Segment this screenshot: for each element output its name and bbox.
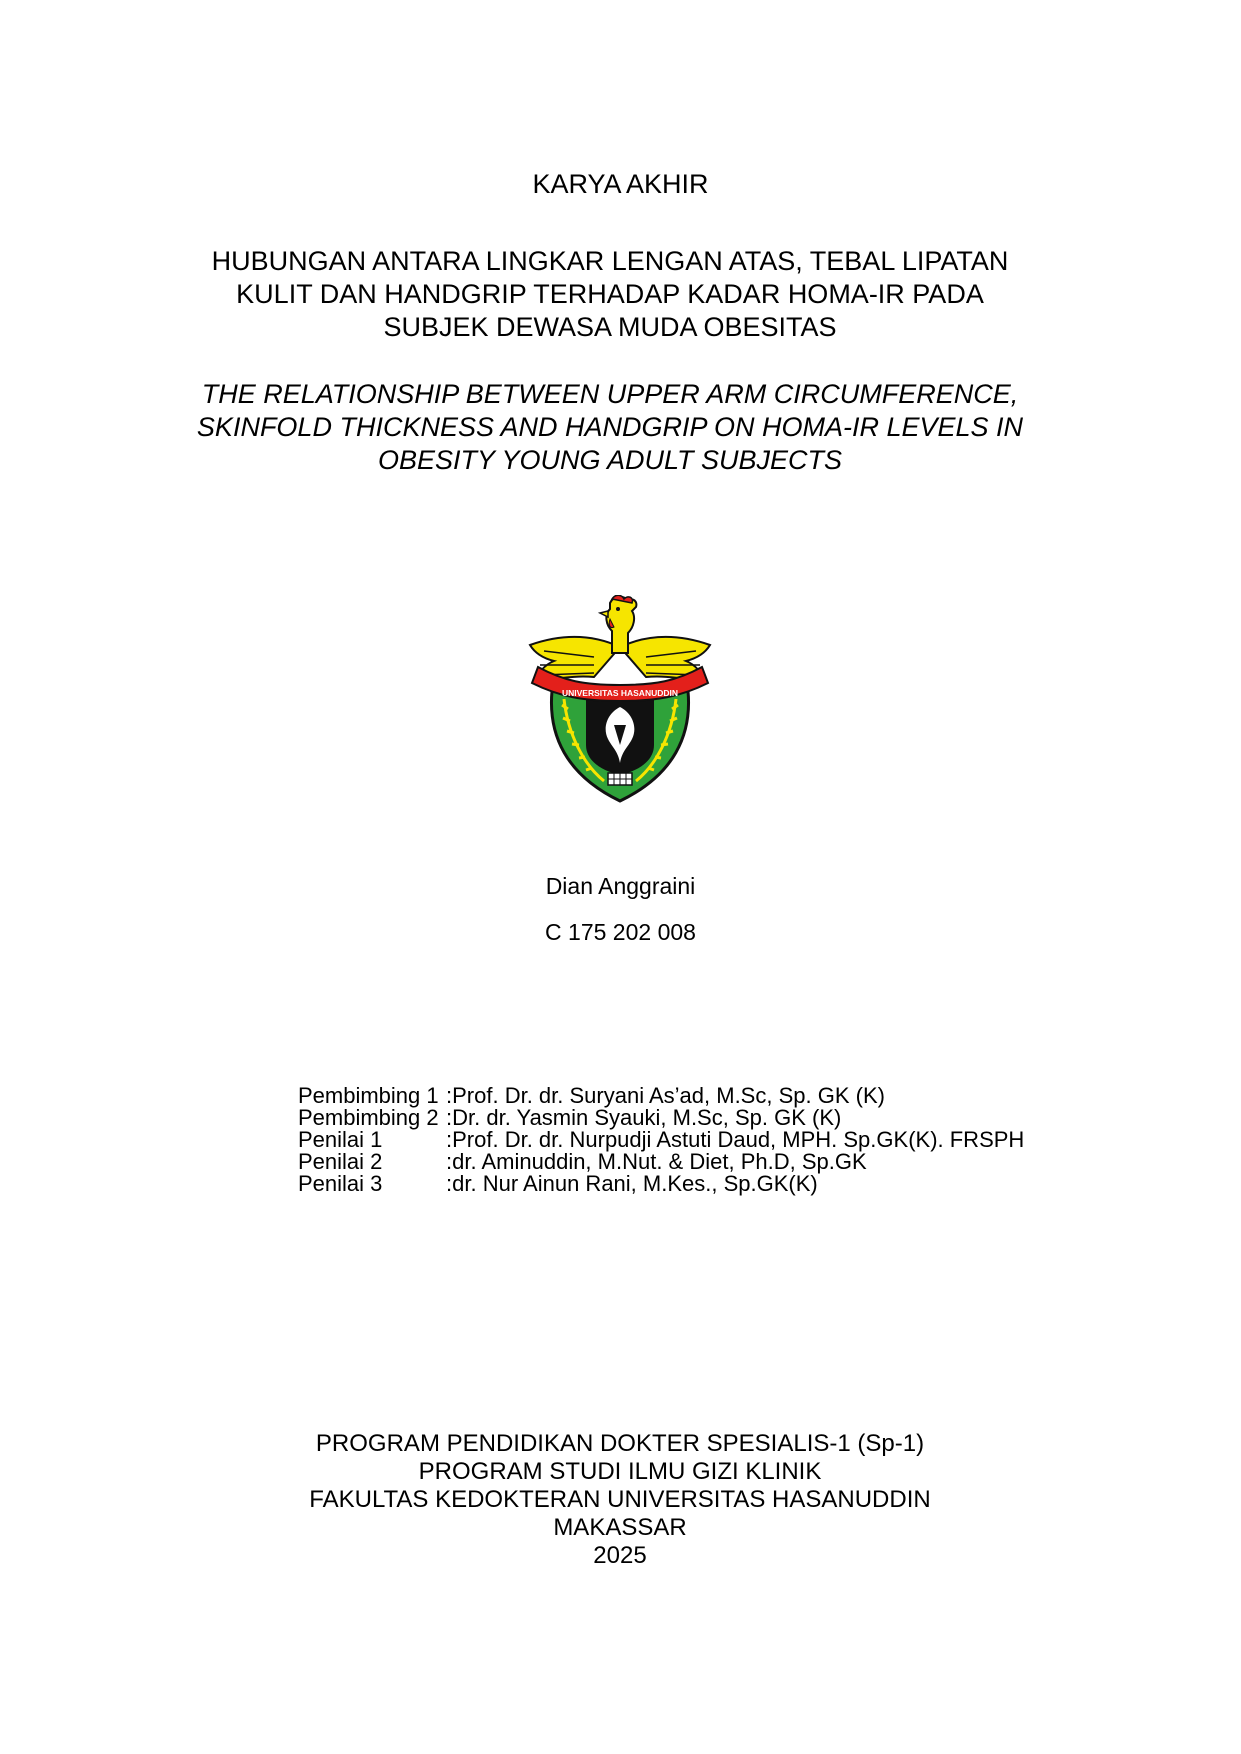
title-line: KULIT DAN HANDGRIP TERHADAP KADAR HOMA-IR PADA: [236, 279, 984, 309]
title-line: HUBUNGAN ANTARA LINGKAR LENGAN ATAS, TEBAL LIPATAN: [211, 246, 1009, 276]
institution-line: PROGRAM STUDI ILMU GIZI KLINIK: [418, 1458, 822, 1485]
committee-row: [298, 1151, 1024, 1173]
committee-role: Penilai 3: [298, 1171, 383, 1196]
committee-separator: :: [446, 1083, 453, 1108]
title-line: THE RELATIONSHIP BETWEEN UPPER ARM CIRCUMFERENCE,: [201, 379, 1019, 409]
committee-name: Prof. Dr. dr. Suryani As’ad, M.Sc, Sp. GK (K): [452, 1083, 885, 1108]
committee-separator: :: [446, 1171, 453, 1196]
title-line: SKINFOLD THICKNESS AND HANDGRIP ON HOMA-IR LEVELS IN: [196, 412, 1024, 442]
committee-row: [298, 1107, 1024, 1129]
university-emblem: [524, 595, 716, 807]
institution-city: MAKASSAR: [553, 1514, 687, 1541]
title-line: SUBJEK DEWASA MUDA OBESITAS: [383, 312, 837, 342]
committee-role: Penilai 2: [298, 1149, 383, 1174]
title-line: OBESITY YOUNG ADULT SUBJECTS: [377, 445, 843, 475]
document-type: KARYA AKHIR: [532, 169, 709, 199]
committee-name: dr. Nur Ainun Rani, M.Kes., Sp.GK(K): [452, 1171, 818, 1196]
author-name: Dian Anggraini: [545, 873, 696, 899]
committee-row: [298, 1129, 1024, 1151]
emblem-banner-text: UNIVERSITAS HASANUDDIN: [561, 688, 679, 698]
committee-role: Penilai 1: [298, 1127, 383, 1152]
student-id: C 175 202 008: [545, 919, 696, 945]
committee-name: Prof. Dr. dr. Nurpudji Astuti Daud, MPH. Sp.GK(K). FRSPH: [452, 1127, 1025, 1152]
title-english: [140, 378, 1080, 477]
committee-row: [298, 1085, 1024, 1107]
committee-row: [298, 1173, 1024, 1195]
committee-role: Pembimbing 2: [298, 1105, 439, 1130]
institution-line: PROGRAM PENDIDIKAN DOKTER SPESIALIS-1 (Sp-1): [315, 1430, 925, 1457]
committee-separator: :: [446, 1127, 453, 1152]
committee-separator: :: [446, 1105, 453, 1130]
institution-year: 2025: [593, 1542, 647, 1569]
institution-block: [170, 1430, 1070, 1570]
committee-list: [298, 1085, 1024, 1195]
institution-line: FAKULTAS KEDOKTERAN UNIVERSITAS HASANUDDIN: [309, 1486, 931, 1513]
title-indonesian: [140, 245, 1080, 344]
committee-role: Pembimbing 1: [298, 1083, 439, 1108]
committee-separator: :: [446, 1149, 453, 1174]
committee-name: dr. Aminuddin, M.Nut. & Diet, Ph.D, Sp.GK: [452, 1149, 867, 1174]
committee-name: Dr. dr. Yasmin Syauki, M.Sc, Sp. GK (K): [452, 1105, 842, 1130]
